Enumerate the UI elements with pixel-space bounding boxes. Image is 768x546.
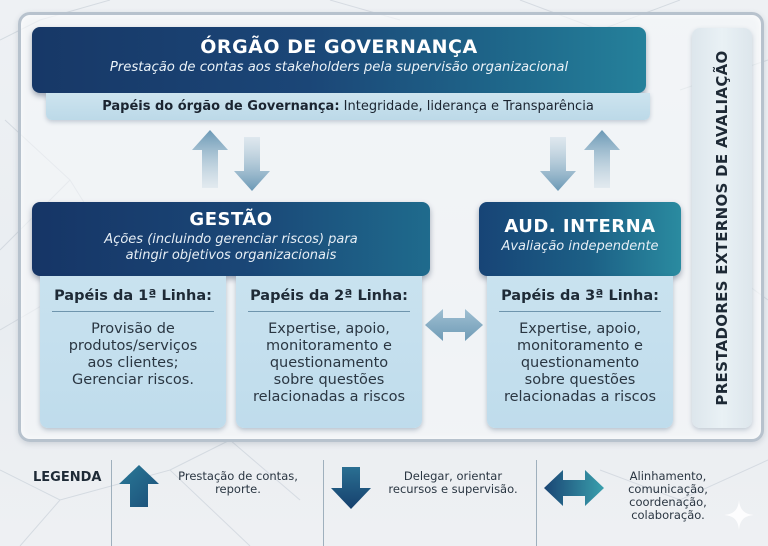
text-line: coordenação,	[629, 495, 707, 509]
text-line: reporte.	[215, 482, 261, 496]
sparkle-icon	[724, 500, 754, 530]
second-line-title: Papéis da 2ª Linha:	[248, 276, 410, 312]
management-subtitle-line2: atingir objetivos organizacionais	[125, 248, 337, 263]
legend	[0, 448, 768, 546]
internal-audit-subtitle: Avaliação independente	[501, 239, 659, 254]
management-title: GESTÃO	[189, 209, 273, 230]
legend-accountability-text	[168, 470, 308, 496]
arrow-left-right-icon	[423, 305, 485, 345]
text-line: relacionadas a riscos	[252, 389, 406, 405]
third-line-box	[487, 276, 673, 428]
governance-roles-label: Papéis do órgão de Governança:	[102, 99, 340, 114]
management-header	[32, 202, 430, 276]
text-line: monitoramento e	[266, 338, 392, 354]
legend-delegation-text	[378, 470, 528, 496]
first-line-title: Papéis da 1ª Linha:	[52, 276, 214, 312]
legend-divider	[536, 460, 537, 546]
text-line: aos clientes;	[87, 355, 179, 371]
governance-roles-value: Integridade, liderança e Transparência	[339, 99, 594, 114]
external-assurance-providers-box	[692, 28, 752, 428]
text-line: comunicação,	[628, 482, 708, 496]
second-line-box	[236, 276, 422, 428]
second-line-text	[236, 321, 422, 406]
governance-subtitle: Prestação de contas aos stakeholders pela supervisão organizacional	[109, 60, 569, 75]
arrow-left-right-icon	[543, 468, 605, 508]
internal-audit-header	[479, 202, 681, 276]
third-line-text	[487, 321, 673, 406]
first-line-text	[40, 321, 226, 389]
text-line: Prestação de contas,	[178, 469, 298, 483]
legend-title: LEGENDA	[33, 470, 102, 485]
text-line: Alinhamento,	[629, 469, 707, 483]
legend-divider	[323, 460, 324, 546]
management-subtitle-line1: Ações (incluindo gerenciar riscos) para	[104, 232, 358, 247]
text-line: sobre questões	[524, 372, 636, 388]
external-assurance-label: PRESTADORES EXTERNOS DE AVALIAÇÃO	[713, 50, 731, 406]
arrow-down-icon	[538, 135, 578, 193]
third-line-title: Papéis da 3ª Linha:	[499, 276, 661, 312]
text-line: colaboração.	[631, 508, 705, 522]
text-line: Gerenciar riscos.	[72, 372, 194, 388]
legend-alignment-text	[618, 470, 718, 522]
text-line: Expertise, apoio,	[268, 321, 390, 337]
legend-divider	[111, 460, 112, 546]
text-line: questionamento	[269, 355, 389, 371]
first-line-box	[40, 276, 226, 428]
governance-roles	[46, 93, 650, 120]
arrow-up-icon	[118, 464, 160, 508]
text-line: Provisão de	[91, 321, 175, 337]
arrow-down-icon	[232, 135, 272, 193]
arrow-up-icon	[190, 128, 230, 190]
text-line: sobre questões	[273, 372, 385, 388]
text-line: Delegar, orientar	[403, 469, 503, 483]
governance-title: ÓRGÃO DE GOVERNANÇA	[200, 36, 478, 58]
text-line: relacionadas a riscos	[503, 389, 657, 405]
text-line: questionamento	[520, 355, 640, 371]
internal-audit-title: AUD. INTERNA	[504, 216, 656, 237]
text-line: recursos e supervisão.	[388, 482, 518, 496]
governance-header	[32, 27, 646, 93]
arrow-down-icon	[330, 466, 372, 510]
text-line: Expertise, apoio,	[519, 321, 641, 337]
arrow-up-icon	[582, 128, 622, 190]
text-line: monitoramento e	[517, 338, 643, 354]
text-line: produtos/serviços	[68, 338, 198, 354]
